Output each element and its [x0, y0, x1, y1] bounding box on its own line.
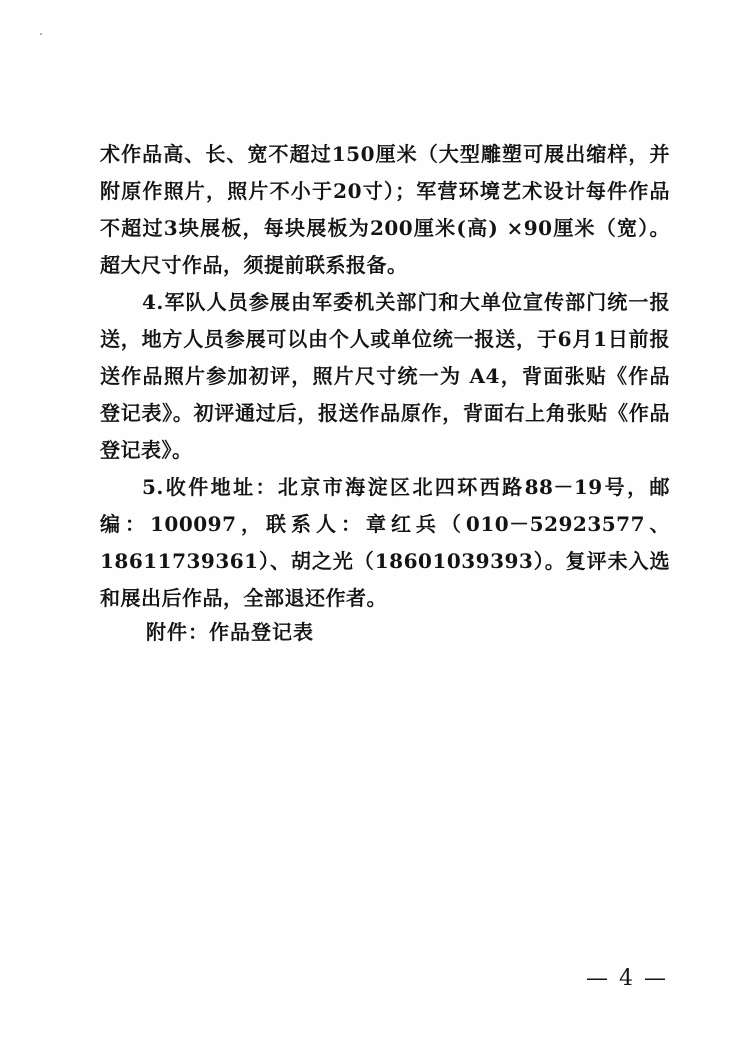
paragraph-continuation: 术作品高、长、宽不超过150厘米（大型雕塑可展出缩样，并附原作照片，照片不小于20寸）；军营环境艺术设计每件作品不超过3块展板，每块展板为200厘米(高) ×90厘米（宽）。超大尺寸作品，须提前联系报备。 [100, 142, 670, 277]
document-body [100, 136, 670, 617]
paragraph-item-5: 5.收件地址：北京市海淀区北四环西路88－19号，邮编：100097，联系人：章红兵（010－52923577、18611739361）、胡之光（18601039393）。复评未入选和展出后作品，全部退还作者。 [100, 475, 670, 610]
attachment-note: 附件：作品登记表 [146, 620, 314, 644]
page-number: — 4 — [586, 966, 668, 991]
scan-speck [40, 33, 42, 35]
paragraph-item-4: 4.军队人员参展由军委机关部门和大单位宣传部门统一报送，地方人员参展可以由个人或单位统一报送，于6月1日前报送作品照片参加初评，照片尺寸统一为 A4，背面张贴《作品登记表》。初评通过后，报送作品原作，背面右上角张贴《作品登记表》。 [100, 290, 670, 462]
